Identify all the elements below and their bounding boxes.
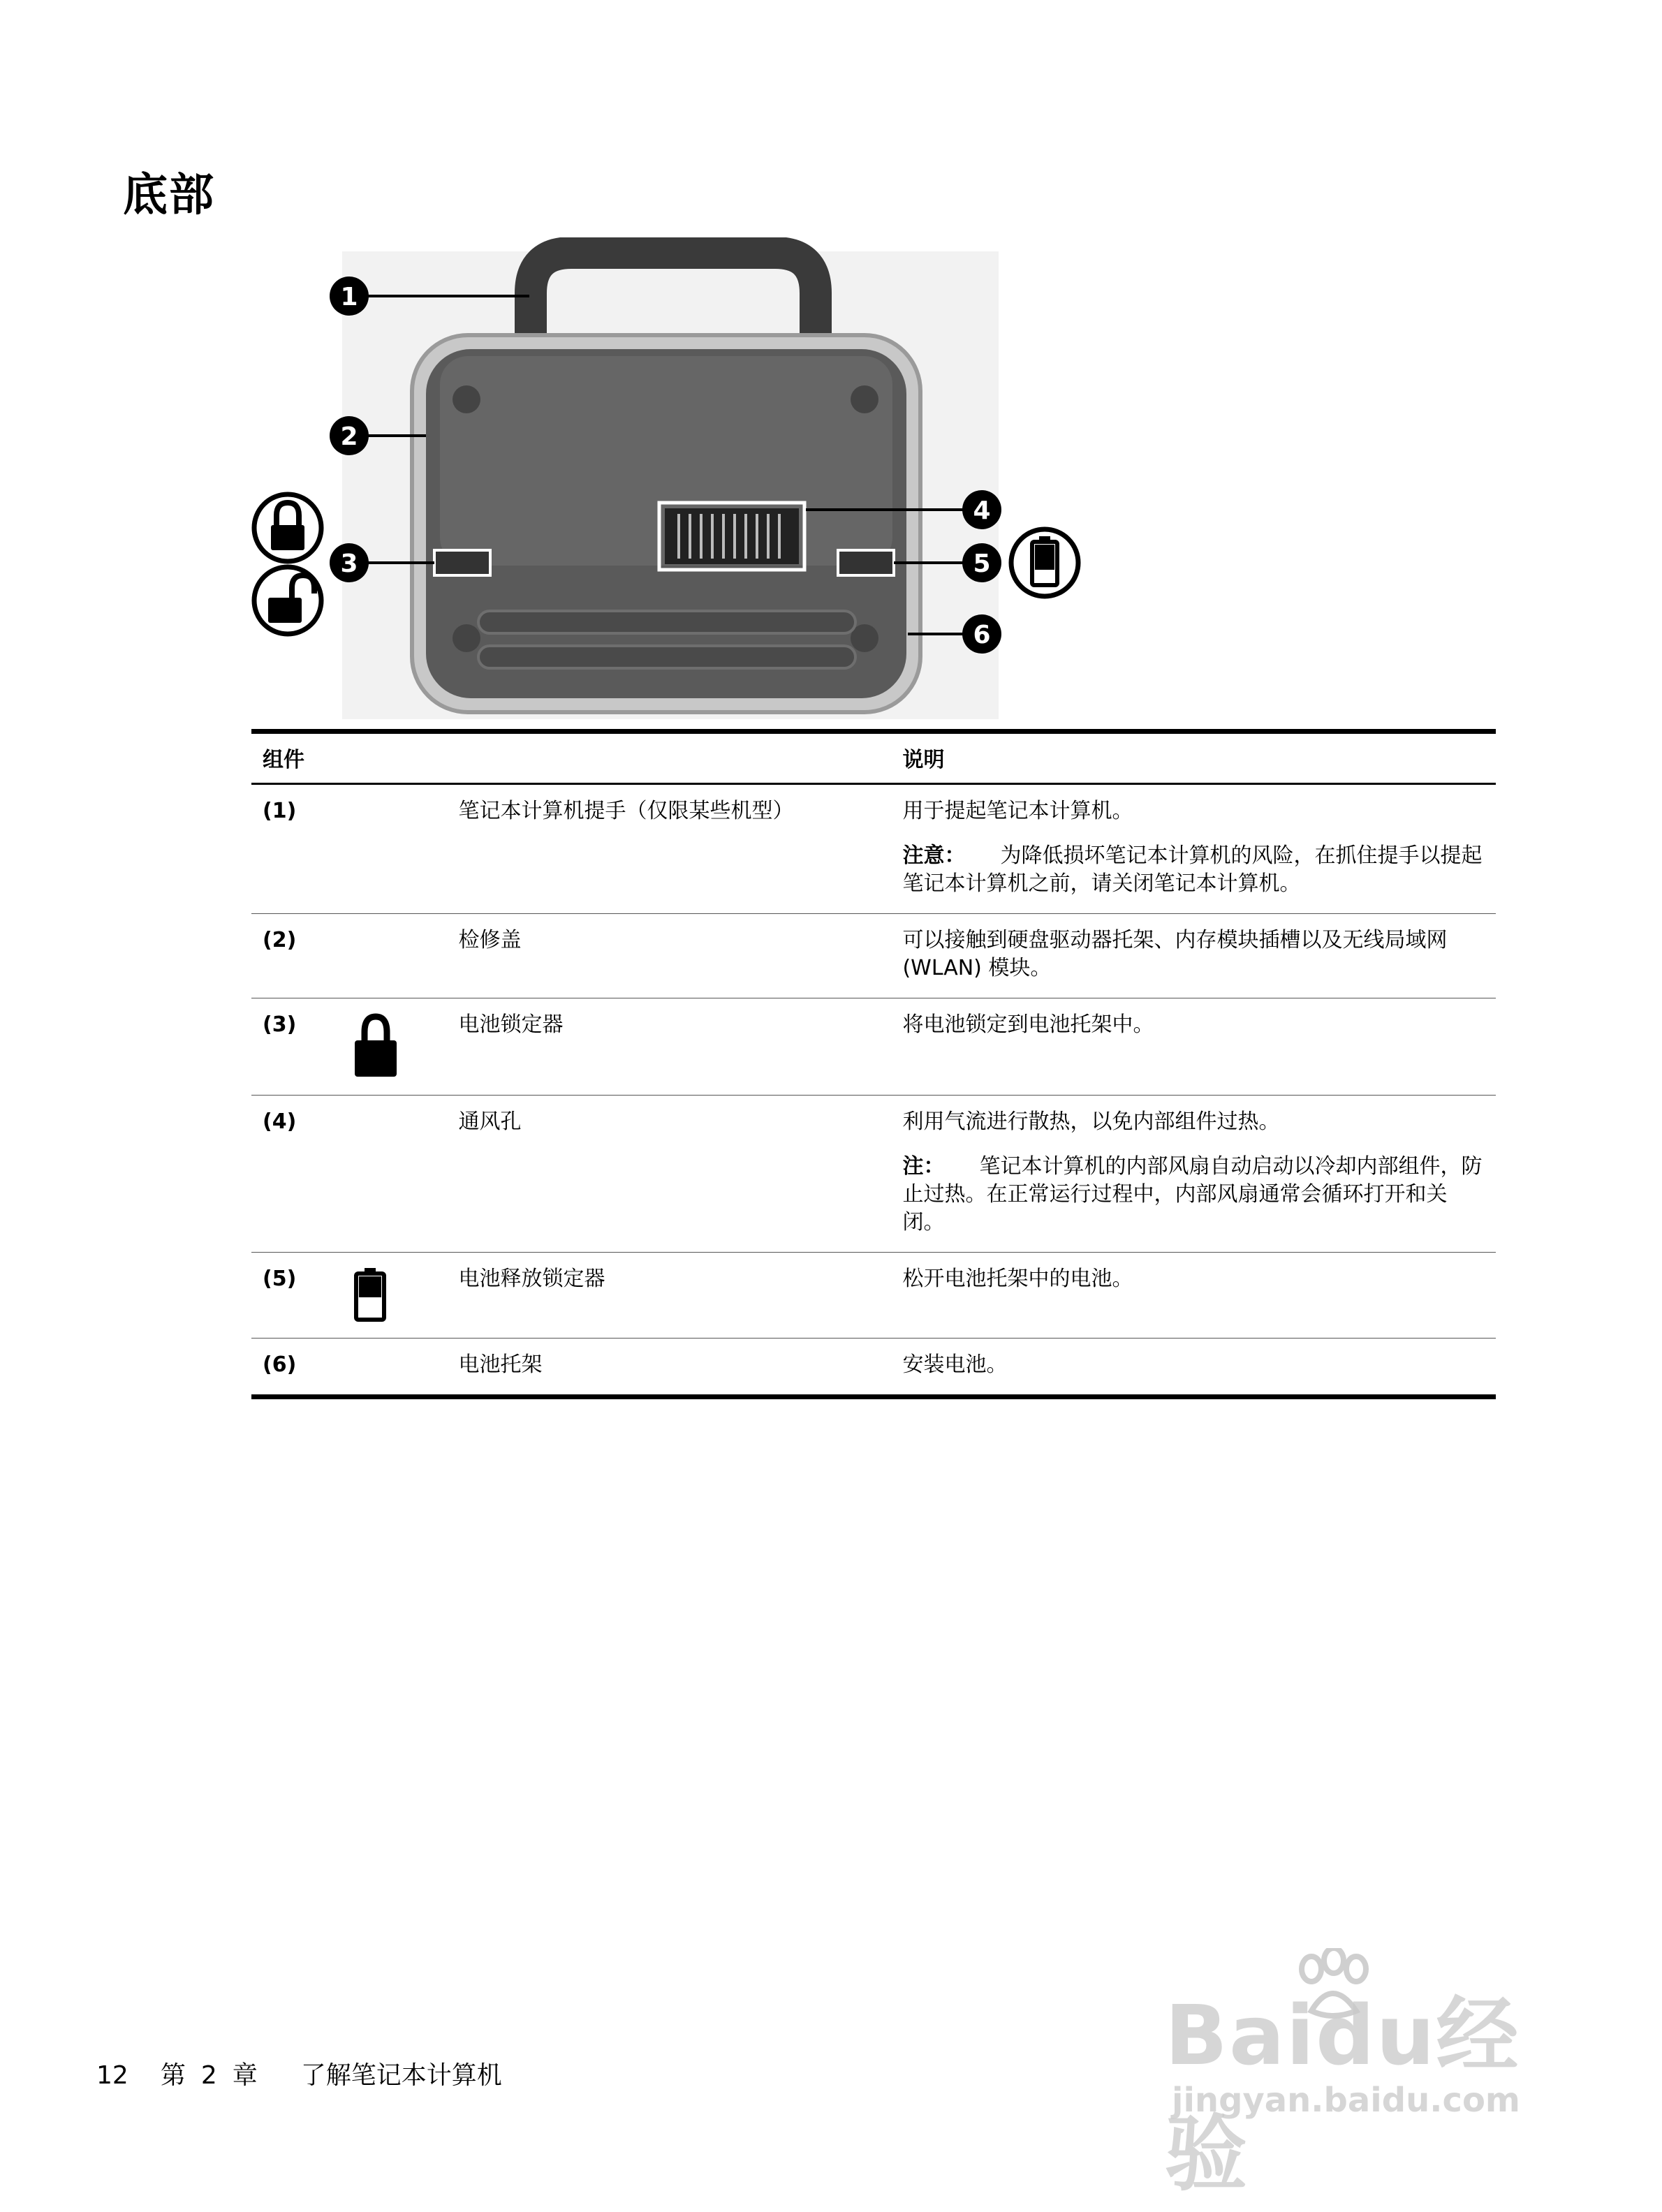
- row-description: [891, 1096, 1496, 1253]
- row-number: (5): [251, 1253, 339, 1339]
- baidu-watermark: [1165, 1948, 1556, 2202]
- description-text: 安装电池。: [902, 1352, 1008, 1377]
- table-row: [251, 1096, 1496, 1253]
- svg-text:3: 3: [340, 550, 358, 578]
- note: [902, 1153, 1485, 1237]
- row-icon-cell: [339, 1339, 447, 1397]
- row-description: [891, 998, 1496, 1096]
- battery-icon: [351, 1267, 390, 1322]
- description-text: 将电池锁定到电池托架中。: [902, 1012, 1154, 1037]
- description-text: 利用气流进行散热，以免内部组件过热。: [902, 1109, 1280, 1134]
- row-number: (4): [251, 1096, 339, 1253]
- table-row: [251, 1253, 1496, 1339]
- row-icon-cell: [339, 784, 447, 914]
- watermark-logo-text: Baidu经验: [1165, 1987, 1520, 2202]
- lock-open-icon: [254, 567, 321, 634]
- row-number: (2): [251, 914, 339, 998]
- table-row: [251, 1339, 1496, 1397]
- row-icon-cell: [339, 1253, 447, 1339]
- chapter-prefix: 第: [160, 2061, 186, 2090]
- row-description: [891, 784, 1496, 914]
- row-description: [891, 914, 1496, 998]
- page-number: 12: [96, 2061, 128, 2090]
- description-text: 用于提起笔记本计算机。: [902, 799, 1133, 823]
- row-number: (6): [251, 1339, 339, 1397]
- description-text: 松开电池托架中的电池。: [902, 1267, 1133, 1291]
- row-component-name: 笔记本计算机提手（仅限某些机型）: [447, 784, 891, 914]
- row-icon-cell: [339, 914, 447, 998]
- header-component: 组件: [251, 732, 891, 784]
- row-number: (3): [251, 998, 339, 1096]
- note: [902, 842, 1485, 898]
- svg-text:6: 6: [973, 621, 991, 649]
- svg-text:4: 4: [973, 496, 991, 525]
- row-component-name: 检修盖: [447, 914, 891, 998]
- chapter-suffix: 章: [232, 2061, 258, 2090]
- table-row: [251, 784, 1496, 914]
- row-component-name: 通风孔: [447, 1096, 891, 1253]
- note-label: 注意：: [902, 843, 966, 868]
- svg-text:5: 5: [973, 550, 991, 578]
- row-component-name: 电池托架: [447, 1339, 891, 1397]
- table-row: [251, 998, 1496, 1096]
- lock-closed-icon: [254, 494, 321, 561]
- page-footer: [96, 2056, 517, 2091]
- note-text: 为降低损坏笔记本计算机的风险，在抓住提手以提起笔记本计算机之前，请关闭笔记本计算机。: [902, 843, 1483, 896]
- svg-text:1: 1: [340, 283, 358, 311]
- row-icon-cell: [339, 1096, 447, 1253]
- row-component-name: 电池锁定器: [447, 998, 891, 1096]
- row-component-name: 电池释放锁定器: [447, 1253, 891, 1339]
- row-description: [891, 1339, 1496, 1397]
- components-table: [251, 729, 1496, 1399]
- watermark-url: jingyan.baidu.com: [1172, 2081, 1520, 2120]
- description-text: 可以接触到硬盘驱动器托架、内存模块插槽以及无线局域网 (WLAN) 模块。: [902, 928, 1448, 980]
- svg-text:2: 2: [340, 422, 358, 451]
- page-title: 底部: [123, 170, 215, 221]
- row-icon-cell: [339, 998, 447, 1096]
- table-header-row: [251, 732, 1496, 784]
- lock-icon: [351, 1012, 401, 1079]
- chapter-number: 2: [200, 2061, 217, 2090]
- laptop-bottom-illustration: [237, 237, 1089, 733]
- header-description: 说明: [891, 732, 1496, 784]
- row-description: [891, 1253, 1496, 1339]
- table-row: [251, 914, 1496, 998]
- note-text: 笔记本计算机的内部风扇自动启动以冷却内部组件，防止过热。在正常运行过程中，内部风扇通常会循环打开和关闭。: [902, 1154, 1483, 1234]
- chapter-title: 了解笔记本计算机: [300, 2061, 502, 2090]
- battery-icon: [1011, 529, 1078, 596]
- note-label: 注：: [902, 1154, 945, 1179]
- row-number: (1): [251, 784, 339, 914]
